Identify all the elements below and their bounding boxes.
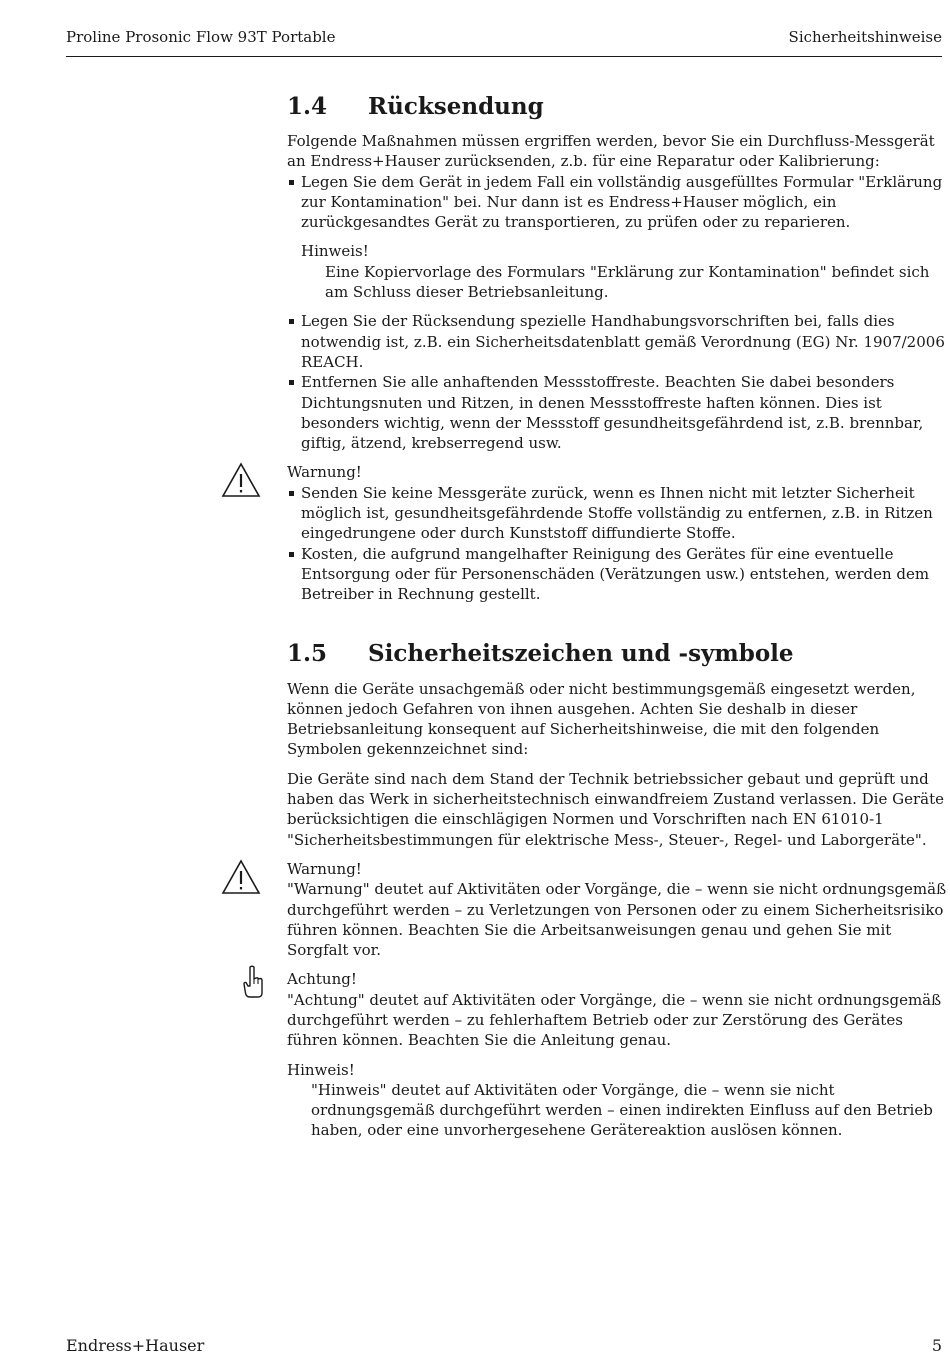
warning-block — [287, 462, 947, 604]
header-document-title: Proline Prosonic Flow 93T Portable — [66, 28, 336, 46]
note-title: Hinweis! — [301, 242, 369, 261]
list-item: Legen Sie dem Gerät in jedem Fall ein vollständig ausgefülltes Formular "Erklärung zur Kontamination" bei. Nur dann ist es Endress+Hauser möglich, ein zurückgesandtes Gerät zu transportieren, zu prüfen oder zu reparieren. — [287, 172, 947, 233]
page-content — [287, 92, 947, 1141]
page-header — [66, 28, 942, 57]
list-item: Kosten, die aufgrund mangelhafter Reinigung des Gerätes für eine eventuelle Entsorgung oder für Personenschäden (Verätzungen usw.) entstehen, werden dem Betreiber in Rechnung gestellt. — [287, 544, 947, 605]
caution-text: "Achtung" deutet auf Aktivitäten oder Vorgänge, die – wenn sie nicht ordnungsgemäß durchgeführt werden – zu fehlerhaftem Betrieb oder zur Zerstörung des Gerätes führen können. Beachten Sie die Anleitung genau. — [287, 990, 942, 1050]
pointing-hand-icon — [241, 965, 265, 999]
note-text: Eine Kopiervorlage des Formulars "Erklärung zur Kontamination" befindet sich am Schluss dieser Betriebsanleitung. — [325, 262, 930, 302]
warning-triangle-icon — [221, 859, 261, 895]
list-item: Legen Sie der Rücksendung spezielle Handhabungsvorschriften bei, falls dies notwendig ist, z.B. ein Sicherheitsdatenblatt gemäß Verordnung (EG) Nr. 1907/2006 REACH. — [287, 311, 947, 372]
note-title: Hinweis! — [287, 1060, 355, 1079]
warning-title: Warnung! — [287, 859, 362, 878]
section-heading-1-5 — [287, 639, 947, 669]
bullet-list — [287, 311, 947, 453]
paragraph: Wenn die Geräte unsachgemäß oder nicht bestimmungsgemäß eingesetzt werden, können jedoch Gefahren von ihnen ausgehen. Achten Sie deshalb in dieser Betriebsanleitung konsequent auf Sicherheitshinweise, die mit den folgenden Symbolen gekennzeichnet sind: — [287, 679, 916, 759]
warning-text: "Warnung" deutet auf Aktivitäten oder Vorgänge, die – wenn sie nicht ordnungsgemäß durchgeführt werden – zu Verletzungen von Personen oder zu einem Sicherheitsrisiko führen können. Beachten Sie die Arbeitsanweisungen genau und gehen Sie mit Sorgfalt vor. — [287, 880, 947, 960]
bullet-list — [287, 172, 947, 233]
warning-bullet-list — [287, 483, 947, 605]
list-item: Entfernen Sie alle anhaftenden Messstoffreste. Beachten Sie dabei besonders Dichtungsnuten und Ritzen, in denen Messstoffreste haften können. Dies ist besonders wichtig, wenn der Messstoff gesundheitsgefährdend ist, z.B. brennbar, giftig, ätzend, krebserregend usw. — [287, 372, 947, 453]
warning-block — [287, 859, 947, 960]
footer-page-number: 5 — [931, 1336, 942, 1355]
caution-block — [287, 969, 947, 1050]
warning-triangle-icon — [221, 462, 261, 498]
section-number: 1.4 — [287, 93, 328, 120]
warning-title: Warnung! — [287, 463, 362, 482]
section-title: Sicherheitszeichen und -symbole — [368, 639, 794, 667]
section-number: 1.5 — [287, 639, 328, 667]
caution-title: Achtung! — [287, 970, 357, 989]
list-item: Senden Sie keine Messgeräte zurück, wenn es Ihnen nicht mit letzter Sicherheit möglich ist, gesundheitsgefährdende Stoffe vollständig zu entfernen, z.B. in Ritzen eingedrungene oder durch Kunststoff diffundierte Stoffe. — [287, 483, 947, 544]
header-chapter-title: Sicherheitshinweise — [788, 28, 942, 46]
note-text: "Hinweis" deutet auf Aktivitäten oder Vorgänge, die – wenn sie nicht ordnungsgemäß durchgeführt werden – einen indirekten Einfluss auf den Betrieb haben, oder eine unvorhergesehene Gerätereaktion auslösen können. — [311, 1080, 933, 1140]
section-heading-1-4 — [287, 92, 947, 122]
section-title: Rücksendung — [368, 93, 544, 120]
intro-paragraph: Folgende Maßnahmen müssen ergriffen werden, bevor Sie ein Durchfluss-Messgerät an Endress+Hauser zurücksenden, z.b. für eine Reparatur oder Kalibrierung: — [287, 132, 935, 171]
paragraph: Die Geräte sind nach dem Stand der Technik betriebssicher gebaut und geprüft und haben das Werk in sicherheitstechnisch einwandfreiem Zustand verlassen. Die Geräte berücksichtigen die einschlägigen Normen und Vorschriften nach EN 61010-1 "Sicherheitsbestimmungen für elektrische Mess-, Steuer-, Regel- und Laborgeräte". — [287, 769, 944, 849]
footer-brand: Endress+Hauser — [66, 1336, 205, 1355]
